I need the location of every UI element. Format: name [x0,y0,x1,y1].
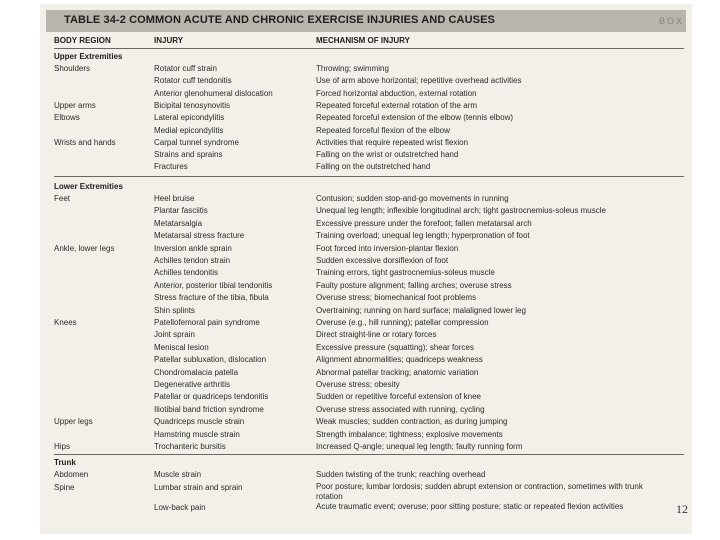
injury-cell: Achilles tendonitis [154,268,219,278]
injury-cell: Metatarsalgia [154,218,203,228]
mechanism-cell: Acute traumatic event; overuse; poor sitting posture; static or repeated flexion activities [316,502,624,511]
table-row [40,317,692,328]
injury-cell: Shin splints [154,305,195,315]
injury-cell: Trochanteric bursitis [154,442,226,451]
injury-cell: Joint sprain [154,330,195,340]
mechanism-cell: Repeated forceful external rotation of the arm [316,100,477,110]
injury-cell: Patellar subluxation, dislocation [154,355,267,365]
mechanism-cell: Contusion; sudden stop-and-go movements in running [316,194,509,203]
mechanism-cell: Forced horizontal abduction, external rotation [316,88,477,98]
header-mechanism: MECHANISM OF INJURY [316,36,410,45]
page-number: 12 [676,502,688,516]
box-tag: BOX [658,16,684,26]
injury-cell: Patellar or quadriceps tendonitis [154,392,269,402]
mechanism-cell: Throwing; swimming [316,64,389,73]
table-row [40,391,692,402]
mechanism-cell: Training overload; unequal leg length; hyperpronation of foot [316,231,530,241]
mechanism-cell: Sudden or repetitive forceful extension of knee [316,392,481,402]
table-row [40,429,692,440]
table-row [40,149,692,160]
mechanism-cell: Activities that require repeated wrist flexion [316,137,469,147]
table-row [40,379,692,390]
table-row [40,63,692,74]
injury-cell: Medial epicondylitis [154,125,224,135]
table-row [40,255,692,266]
mechanism-cell: Abnormal patellar tracking; anatomic variation [316,367,479,377]
table-row [40,218,692,229]
mechanism-cell: Alignment abnormalities; quadriceps weakness [316,355,483,365]
table-row [40,230,692,241]
mechanism-cell: Falling on the wrist or outstretched hand [316,150,459,160]
injury-cell: Metatarsal stress fracture [154,231,245,241]
table-row [40,193,692,204]
table-row [40,243,692,254]
region-cell: Spine [54,483,75,492]
region-cell: Feet [54,194,71,203]
injury-cell: Plantar fasciitis [154,206,208,216]
injury-cell: Achilles tendon strain [154,256,231,265]
section-rule-1 [54,176,684,177]
mechanism-cell: Overtraining; running on hard surface; malaligned lower leg [316,305,526,315]
table-row [40,354,692,365]
injury-cell: Bicipital tenosynovitis [154,100,231,110]
injury-cell: Iliotibial band friction syndrome [154,404,264,414]
table-row [40,267,692,278]
mechanism-cell: Unequal leg length; inflexible longitudinal arch; tight gastrocnemius-soleus muscle [316,206,606,216]
table-row [40,329,692,340]
mechanism-cell: Faulty posture alignment; falling arches; overuse stress [316,280,512,290]
mechanism-cell: Falling on the outstretched hand [316,162,431,172]
table-row [40,404,692,415]
region-cell: Upper legs [54,417,93,427]
mechanism-cell: Use of arm above horizontal; repetitive overhead activities [316,76,522,86]
header-body-region: BODY REGION [54,36,111,45]
region-cell: Ankle, lower legs [54,243,115,253]
region-cell: Knees [54,318,77,327]
table-row [40,342,692,353]
section-trunk: Trunk [54,458,76,467]
mechanism-cell: Direct straight-line or rotary forces [316,330,437,340]
table-row [40,292,692,303]
injury-cell: Anterior, posterior tibial tendonitis [154,280,273,290]
injury-cell: Stress fracture of the tibia, fibula [154,293,269,303]
injury-cell: Inversion ankle sprain [154,243,232,253]
injury-cell: Lateral epicondylitis [154,113,225,123]
mechanism-cell: Foot forced into inversion-plantar flexion [316,243,459,253]
mechanism-cell: Overuse stress associated with running, cycling [316,404,485,414]
mechanism-cell: Training errors, tight gastrocnemius-soleus muscle [316,268,495,278]
header-injury: INJURY [154,36,184,45]
table-row [40,367,692,378]
injury-cell: Strains and sprains [154,150,223,160]
mechanism-cell: Overuse (e.g., hill running); patellar compression [316,318,489,327]
injury-cell: Chondromalacia patella [154,367,239,377]
mechanism-cell: Repeated forceful flexion of the elbow [316,125,450,135]
injury-cell: Anterior glenohumeral dislocation [154,88,273,98]
table-row [40,416,692,427]
table-row [40,75,692,86]
injury-cell: Carpal tunnel syndrome [154,137,239,147]
mechanism-cell: Overuse stress; obesity [316,380,400,389]
region-cell: Wrists and hands [54,137,116,147]
table-row [40,137,692,148]
region-cell: Hips [54,442,71,451]
mechanism-cell: Excessive pressure under the forefoot; fallen metatarsal arch [316,218,532,228]
injury-cell: Lumbar strain and sprain [154,483,243,492]
injury-cell: Muscle strain [154,470,202,479]
table-row [40,205,692,216]
section-rule-2 [54,454,684,455]
table-row [40,100,692,111]
mechanism-cell: Sudden twisting of the trunk; reaching overhead [316,470,486,479]
injury-cell: Hamstring muscle strain [154,429,240,439]
table-title: TABLE 34-2 COMMON ACUTE AND CHRONIC EXERCISE INJURIES AND CAUSES [64,14,495,26]
table-row [40,502,692,522]
injury-cell: Fractures [154,162,188,172]
table-row [40,112,692,123]
table-row [40,88,692,99]
injury-cell: Quadriceps muscle strain [154,417,245,427]
injury-cell: Meniscal lesion [154,342,209,352]
region-cell: Elbows [54,113,80,123]
injury-cell: Rotator cuff strain [154,64,217,73]
injury-cell: Rotator cuff tendonitis [154,76,232,86]
table-row [40,161,692,172]
section-upper-extremities: Upper Extremities [54,52,123,61]
region-cell: Shoulders [54,64,91,73]
mechanism-cell: Excessive pressure (squatting); shear forces [316,342,474,352]
mechanism-cell: Weak muscles; sudden contraction, as during jumping [316,417,508,427]
mechanism-cell: Repeated forceful extension of the elbow (tennis elbow) [316,113,514,123]
mechanism-cell: Sudden excessive dorsiflexion of foot [316,256,449,265]
injury-cell: Degenerative arthritis [154,380,231,389]
textbook-page [40,4,692,534]
section-lower-extremities: Lower Extremities [54,182,123,191]
mechanism-cell: Poor posture; lumbar lordosis; sudden abrupt extension or contraction, sometimes with trunk rotation [316,482,643,501]
mechanism-cell: Increased Q-angle; unequal leg length; faulty running form [316,442,523,451]
table-row [40,125,692,136]
injury-cell: Low-back pain [154,503,206,512]
mechanism-cell: Strength imbalance; tightness; explosive movements [316,429,503,439]
table-row [40,469,692,480]
table-row [40,482,692,502]
injury-cell: Heel bruise [154,194,195,203]
table-row [40,305,692,316]
table-row [40,441,692,452]
header-rule [54,48,684,49]
region-cell: Abdomen [54,470,89,479]
injury-cell: Patellofemoral pain syndrome [154,318,260,327]
mechanism-cell: Overuse stress; biomechanical foot problems [316,293,477,303]
table-row [40,280,692,291]
region-cell: Upper arms [54,100,96,110]
